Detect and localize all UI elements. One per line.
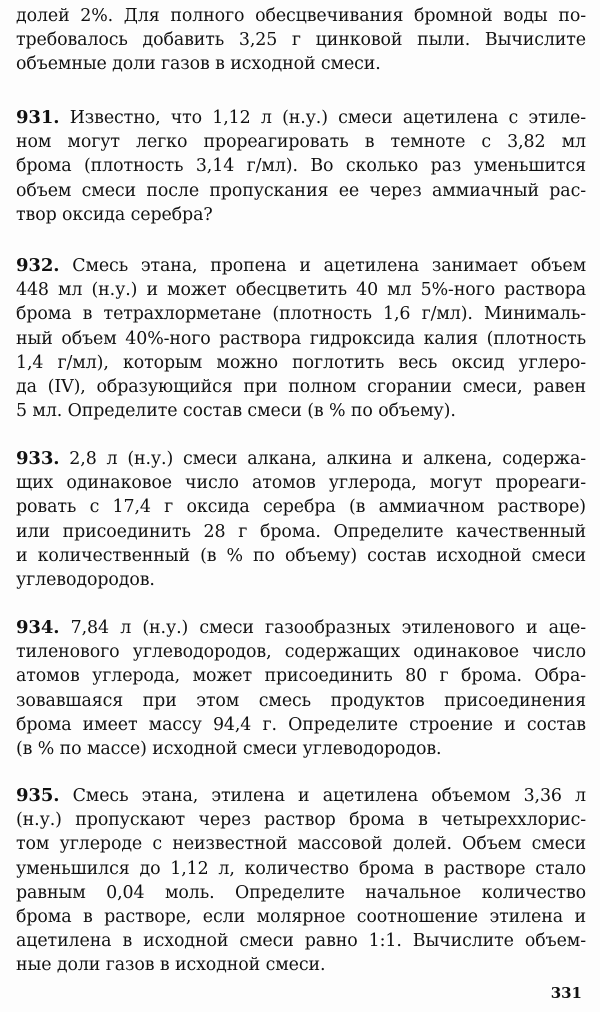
text-line: объем смеси после пропускания ее через аммиачный рас- <box>16 180 586 201</box>
text-line <box>16 254 586 278</box>
text-fragment: Смесь этана, этилена и ацетилена объемом 3,36 л <box>59 786 586 806</box>
text-line: равным 0,04 моль. Определите начальное количество <box>16 882 586 903</box>
text-line: атомов углерода, может присоединить 80 г брома. Обра- <box>16 666 586 687</box>
text-line: и количественный (в % по объему) состав исходной смеси <box>16 545 586 566</box>
problem-935 <box>16 784 586 978</box>
text-fragment: Смесь этана, пропена и ацетилена занимает объем <box>59 256 586 276</box>
problem-933 <box>16 447 586 592</box>
text-line: ные доли газов в исходной смеси. <box>16 955 326 976</box>
text-line: тиленового углеводородов, содержащих одинаковое число <box>16 642 586 663</box>
problem-number: 931. <box>16 107 60 128</box>
text-line: ровать с 17,4 г оксида серебра (в аммиачном растворе) <box>16 497 586 518</box>
text-line: брома (плотность 3,14 г/мл). Во сколько раз уменьшится <box>16 156 586 177</box>
problem-934 <box>16 616 586 761</box>
problem-number: 933. <box>16 448 60 469</box>
intro-paragraph <box>16 4 586 77</box>
text-line: ацетилена в исходной смеси равно 1:1. Вычислите объем- <box>16 931 586 952</box>
text-line <box>16 784 586 808</box>
text-line: брома имеет массу 94,4 г. Определите строение и состав <box>16 714 586 735</box>
text-line: твор оксида серебра? <box>16 204 213 225</box>
text-line <box>16 447 586 471</box>
problem-number: 935. <box>16 785 60 806</box>
text-line: зовавшаяся при этом смесь продуктов присоединения <box>16 690 586 711</box>
text-line: брома в растворе, если молярное соотношение этилена и <box>16 907 586 928</box>
problem-931 <box>16 106 586 227</box>
text-line <box>16 106 586 130</box>
text-line: уменьшился до 1,12 л, количество брома в растворе стало <box>16 858 586 879</box>
text-line: или присоединить 28 г брома. Определите качественный <box>16 521 586 542</box>
text-line: том углероде с неизвестной массовой долей. Объем смеси <box>16 834 586 855</box>
text-line: ный объем 40%-ного раствора гидроксида калия (плотность <box>16 328 586 349</box>
text-line: объемные доли газов в исходной смеси. <box>16 54 381 75</box>
text-fragment: 2,8 л (н.у.) смеси алкана, алкина и алкена, содержа- <box>59 449 586 469</box>
text-line: углеводородов. <box>16 570 155 591</box>
text-fragment: 7,84 л (н.у.) смеси газообразных этиленового и аце- <box>59 618 586 638</box>
text-line: да (IV), образующийся при полном сгорании смеси, равен <box>16 377 586 398</box>
page-number: 331 <box>550 984 582 1002</box>
text-line: 1,4 г/мл), которым можно поглотить весь оксид углеро- <box>16 352 586 373</box>
text-line: требовалось добавить 3,25 г цинковой пыли. Вычислите <box>16 30 586 51</box>
text-line: долей 2%. Для полного обесцвечивания бромной воды по- <box>16 6 586 26</box>
text-line <box>16 616 586 640</box>
problem-number: 932. <box>16 255 60 276</box>
text-line: 5 мл. Определите состав смеси (в % по объему). <box>16 401 456 422</box>
problem-932 <box>16 254 586 423</box>
text-line: брома в тетрахлорметане (плотность 1,6 г/мл). Минималь- <box>16 304 586 325</box>
text-line: 448 мл (н.у.) и может обесцветить 40 мл 5%-ного раствора <box>16 280 586 301</box>
problem-number: 934. <box>16 617 60 638</box>
text-line: ном могут легко прореагировать в темноте с 3,82 мл <box>16 132 586 153</box>
text-fragment: Известно, что 1,12 л (н.у.) смеси ацетилена с этиле- <box>59 108 586 128</box>
text-line: (н.у.) пропускают через раствор брома в четыреххлорис- <box>16 810 586 831</box>
text-line: (в % по массе) исходной смеси углеводородов. <box>16 739 442 760</box>
text-line: щих одинаковое число атомов углерода, могут прореаги- <box>16 473 586 494</box>
